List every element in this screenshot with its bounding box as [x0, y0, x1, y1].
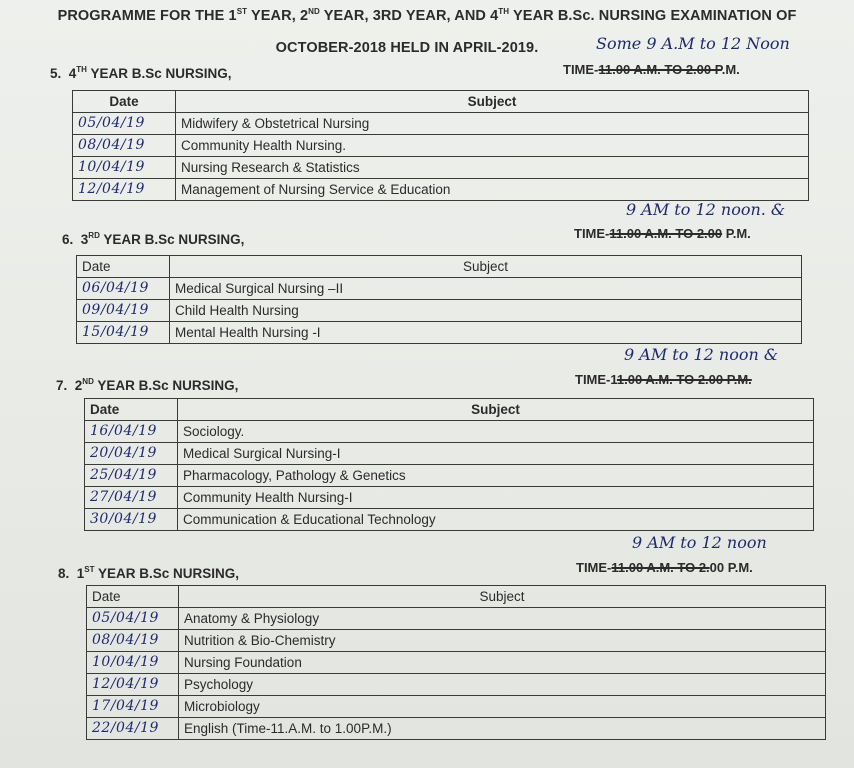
- exam-date: 12/04/19: [87, 674, 179, 696]
- column-header-subject: Subject: [170, 256, 802, 278]
- exam-subject: Medical Surgical Nursing-I: [178, 443, 814, 465]
- exam-date: 20/04/19: [85, 443, 178, 465]
- handwritten-time-note: 9 AM to 12 noon &: [624, 345, 779, 364]
- section-heading-4th-year: 5. 4TH YEAR B.Sc NURSING,: [50, 65, 232, 81]
- section-heading-2nd-year: 7. 2ND YEAR B.Sc NURSING,: [56, 377, 239, 393]
- column-header-subject: Subject: [179, 586, 826, 608]
- table-row: [73, 179, 809, 201]
- exam-subject: Communication & Educational Technology: [178, 509, 814, 531]
- exam-subject: Midwifery & Obstetrical Nursing: [176, 113, 809, 135]
- table-row: [85, 421, 814, 443]
- exam-date: 09/04/19: [77, 300, 170, 322]
- table-row: [87, 652, 826, 674]
- exam-subject: Mental Health Nursing -I: [170, 322, 802, 344]
- exam-date: 17/04/19: [87, 696, 179, 718]
- column-header-date: Date: [85, 399, 178, 421]
- table-row: [87, 674, 826, 696]
- exam-subject: Nutrition & Bio-Chemistry: [179, 630, 826, 652]
- exam-subject: Psychology: [179, 674, 826, 696]
- handwritten-time-note: 9 AM to 12 noon: [632, 533, 767, 552]
- schedule-table-1st-year: [86, 585, 826, 740]
- exam-date: 10/04/19: [73, 157, 176, 179]
- table-row: [87, 608, 826, 630]
- exam-subject: English (Time-11.A.M. to 1.00P.M.): [179, 718, 826, 740]
- exam-time: TIME-11.00 A.M. TO 2.00 P.M.: [574, 226, 751, 241]
- schedule-table-3rd-year: [76, 255, 802, 344]
- exam-time: TIME-11.00 A.M. TO 2.00 P.M.: [576, 560, 753, 575]
- exam-date: 08/04/19: [73, 135, 176, 157]
- exam-subject: Sociology.: [178, 421, 814, 443]
- exam-date: 05/04/19: [73, 113, 176, 135]
- exam-date: 25/04/19: [85, 465, 178, 487]
- table-row: [85, 465, 814, 487]
- exam-subject: Anatomy & Physiology: [179, 608, 826, 630]
- exam-date: 12/04/19: [73, 179, 176, 201]
- column-header-subject: Subject: [178, 399, 814, 421]
- exam-subject: Management of Nursing Service & Education: [176, 179, 809, 201]
- programme-title-line1: PROGRAMME FOR THE 1ST YEAR, 2ND YEAR, 3RD YEAR, AND 4TH YEAR B.Sc. NURSING EXAMINATION OF: [57, 7, 797, 24]
- exam-time: TIME-11.00 A.M. TO 2.00 P.M.: [575, 372, 752, 387]
- exam-date: 10/04/19: [87, 652, 179, 674]
- table-row: [73, 135, 809, 157]
- table-row: [77, 300, 802, 322]
- column-header-date: Date: [77, 256, 170, 278]
- exam-date: 06/04/19: [77, 278, 170, 300]
- table-row: [77, 322, 802, 344]
- exam-date: 16/04/19: [85, 421, 178, 443]
- handwritten-time-note: 9 AM to 12 noon. &: [626, 200, 786, 219]
- table-row: [73, 157, 809, 179]
- section-heading-3rd-year: 6. 3RD YEAR B.Sc NURSING,: [62, 231, 245, 247]
- table-row: [85, 487, 814, 509]
- exam-subject: Community Health Nursing.: [176, 135, 809, 157]
- table-row: [73, 113, 809, 135]
- exam-subject: Nursing Foundation: [179, 652, 826, 674]
- column-header-date: Date: [87, 586, 179, 608]
- exam-date: 05/04/19: [87, 608, 179, 630]
- programme-title-line2: OCTOBER-2018 HELD IN APRIL-2019.: [275, 40, 539, 56]
- exam-subject: Microbiology: [179, 696, 826, 718]
- exam-subject: Child Health Nursing: [170, 300, 802, 322]
- handwritten-time-note: Some 9 A.M to 12 Noon: [596, 34, 790, 53]
- exam-date: 27/04/19: [85, 487, 178, 509]
- exam-date: 08/04/19: [87, 630, 179, 652]
- exam-subject: Community Health Nursing-I: [178, 487, 814, 509]
- column-header-subject: Subject: [176, 91, 809, 113]
- table-row: [87, 630, 826, 652]
- table-row: [85, 509, 814, 531]
- table-row: [85, 443, 814, 465]
- schedule-table-4th-year: [72, 90, 809, 201]
- table-row: [77, 278, 802, 300]
- exam-subject: Medical Surgical Nursing –II: [170, 278, 802, 300]
- table-row: [87, 718, 826, 740]
- exam-time: TIME-11.00 A.M. TO 2.00 P.M.: [563, 62, 740, 77]
- exam-date: 15/04/19: [77, 322, 170, 344]
- exam-date: 22/04/19: [87, 718, 179, 740]
- column-header-date: Date: [73, 91, 176, 113]
- exam-subject: Nursing Research & Statistics: [176, 157, 809, 179]
- table-row: [87, 696, 826, 718]
- exam-subject: Pharmacology, Pathology & Genetics: [178, 465, 814, 487]
- exam-date: 30/04/19: [85, 509, 178, 531]
- section-heading-1st-year: 8. 1ST YEAR B.Sc NURSING,: [58, 565, 240, 581]
- schedule-table-2nd-year: [84, 398, 814, 531]
